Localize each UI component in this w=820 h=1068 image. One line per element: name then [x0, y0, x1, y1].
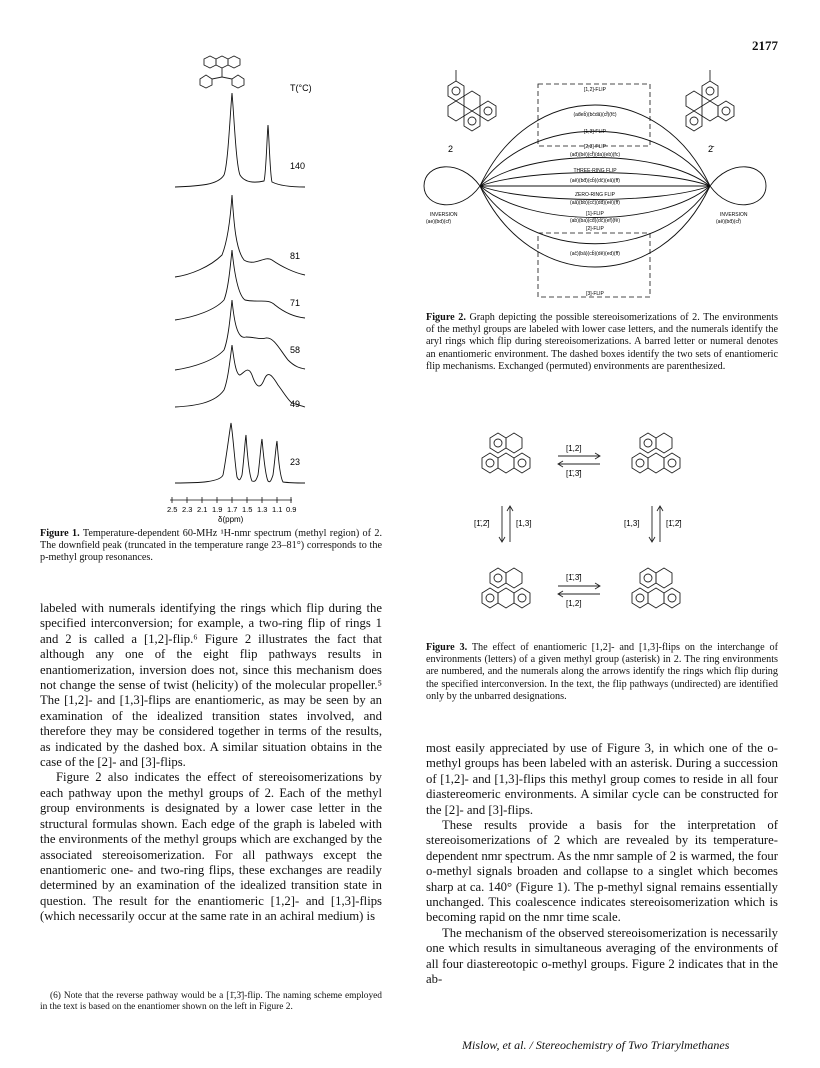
molecule-top-right [632, 433, 680, 473]
inversion-right-env: (aē)(bd̄)(cf̄) [716, 219, 742, 225]
page-number: 2177 [752, 38, 778, 53]
figure-3-caption-label: Figure 3. [426, 642, 468, 653]
footnote [40, 991, 382, 1013]
figure-1-structure [200, 56, 244, 88]
arrow-label-left-a: [1̄,2̄] [474, 519, 490, 528]
inversion-right-label: INVERSION [720, 212, 748, 218]
arrow-label-bottom-back: [1,2] [566, 599, 582, 608]
left-column [40, 601, 382, 925]
left-paragraph-2: Figure 2 also indicates the effect of stereoisomerizations by each pathway upon the methyl groups of 2. Each of the methyl group environments is designated by a lower case letter in the structural formulas shown. Each edge of the graph is labeled with the environments of the methyl groups which are exchanged by the associated stereoisomerization. For all pathways except the enantiomeric one- and two-ring flips, these exchanges are readily determined by an examination of the idealized transition state in question. The result for the enantiomeric [1,2]- and [1,3]-flips (which necessarily occur at the same rate in an achiral medium) is [40, 770, 382, 924]
tick-label: 1.9 [212, 505, 223, 514]
tick-label: 1.3 [257, 505, 268, 514]
spectrum-71 [175, 250, 305, 320]
figure-2-caption-label: Figure 2. [426, 312, 466, 323]
tick-label: 1.1 [272, 505, 283, 514]
edge-label: [1,3]-FLIP [584, 129, 606, 135]
temp-58: 58 [290, 345, 301, 355]
axis-unit: δ(ppm) [218, 515, 244, 524]
edge-label: [3]-FLIP [586, 291, 604, 297]
molecule-top-left [482, 433, 530, 473]
tick-label: 2.5 [167, 505, 178, 514]
molecule-bottom-left [482, 568, 530, 608]
tick-label: 0.9 [286, 505, 297, 514]
edge-env: (ab̄)(ba)(cd̄)(dc̄)(ef̄)(fē) [569, 218, 621, 224]
inversion-left-env: (ae)(bd)(cf) [426, 219, 452, 225]
inversion-left-label: INVERSION [430, 212, 458, 218]
arrow-label-right-b: [1̄,2̄] [666, 519, 682, 528]
molecule-right [686, 70, 734, 131]
edge-env: (ad̄)(bē)(cf̄)(da)(eb)(fc) [569, 152, 621, 158]
tick-label: 1.7 [227, 505, 238, 514]
figure-2-graph [420, 58, 770, 308]
edge-env: (aē)(bd̄)(cb̄)(dc̄)(eā)(ff) [570, 178, 620, 184]
compound-left-label: 2 [448, 144, 454, 154]
arrow-label-left-b: [1,3] [516, 519, 532, 528]
molecule-left [448, 70, 496, 131]
temp-23: 23 [290, 457, 301, 467]
edge-label: [2]-FLIP [586, 226, 604, 232]
left-paragraph-1: labeled with numerals identifying the rings which flip during the specified interconversion; for example, a two-ring flip of rings 1 and 2 is called a [1,2]-flip.⁶ Figure 2 illustrates the fact that although any one of the eight flip pathways results in enantiomerization, inversion does not, since this mechanism does not change the sense of twist (helicity) of the molecular propeller.⁵ The [1,2]- and [1,3]-flips are enantiomeric, as may be seen by an examination of the idealized transition states involved, and therefore they may be considered together in terms of the results, as indicated by the dashed box. A similar situation obtains in the case of the [2]- and [3]-flips. [40, 601, 382, 770]
footnote-text: (6) Note that the reverse pathway would be a [1̄,3̄]-flip. The naming scheme employed in the text is based on the enantiomer shown on the left in Figure 2. [40, 991, 382, 1012]
edge-label: [1,2]-FLIP [584, 87, 606, 93]
arrow-label-bottom: [1̄,3̄] [566, 573, 582, 582]
spectrum-81 [175, 195, 305, 277]
temp-81: 81 [290, 251, 301, 261]
right-paragraph-1: most easily appreciated by use of Figure 3, in which one of the o-methyl groups has been labeled with an asterisk. During a succession of [1,2]- and [1,3]-flips this methyl group comes to reside in all four diastereomeric environments. A similar cycle can be constructed for the [2]- and [3]-flips. [426, 741, 778, 817]
inversion-loop-right [710, 167, 766, 205]
figure-3-caption-text: The effect of enantiomeric [1,2]- and [1,3]-flips on the interchange of environments (letters) of a given methyl group (asterisk) in 2. The ring environments are numbered, and the numerals along the arrows identify the rings which flip during the specified interconversion. In the text, the flip pathways (undirected) are identified only by the unbarred designations. [426, 642, 778, 702]
right-column [426, 741, 778, 988]
edge-env: (ad̄eb̄)(bc̄dā)(cf̄)(fc̄) [573, 112, 617, 118]
figure-3-caption [426, 642, 778, 703]
temp-71: 71 [290, 298, 301, 308]
compound-right-label: 2̄ [708, 144, 714, 154]
edge-env: (aā)(bb̄)(cc̄)(dd̄)(eē)(ff̄) [570, 200, 620, 206]
edge-label: [1]-FLIP [586, 211, 604, 217]
dashed-box-lower [538, 233, 650, 297]
spectrum-49 [175, 345, 305, 407]
arrow-label-top: [1,2] [566, 444, 582, 453]
temp-49: 49 [290, 399, 301, 409]
arrow-label-top-back: [1̄,3̄] [566, 469, 582, 478]
figure-1-spectra [160, 55, 330, 525]
edge-label: THREE-RING FLIP [573, 168, 617, 174]
running-footer: Mislow, et al. / Stereochemistry of Two Triarylmethanes [462, 1038, 730, 1052]
temp-140: 140 [290, 161, 306, 171]
molecule-bottom-right [632, 568, 680, 608]
figure-2-caption-text: Graph depicting the possible stereoisomerizations of 2. The environments of the methyl groups are labeled with lower case letters, and the numerals identify the aryl rings which flip during stereoisomerizations. A barred letter or numeral denotes an enantiomeric environment. The dashed boxes identify the two sets of enantiomeric flip mechanisms. Exchanged (permuted) environments are parenthesized. [426, 312, 779, 372]
inversion-loop-left [424, 167, 480, 205]
figure-1-caption-label: Figure 1. [40, 528, 80, 539]
spectrum-140 [175, 93, 305, 187]
figure-1-caption-text: Temperature-dependent 60-MHz ¹H-nmr spectrum (methyl region) of 2. The downfield peak (truncated in the temperature range 23–81°) corresponds to the p-methyl group resonances. [40, 528, 382, 564]
arrow-label-right-a: [1,3] [624, 519, 640, 528]
tick-label: 1.5 [242, 505, 253, 514]
edge-label: [2,3]-FLIP [584, 144, 606, 150]
right-paragraph-2: These results provide a basis for the interpretation of stereoisomerizations of 2 which are revealed by its temperature-dependent nmr spectrum. As the nmr sample of 2 is warmed, the four o-methyl signals broaden and collapse to a singlet which becomes sharp at ca. 140° (Figure 1). The p-methyl signal remains essentially unchanged. This coalescence indicates stereoisomerization which is becoming rapid on the nmr time scale. [426, 818, 778, 925]
right-paragraph-3: The mechanism of the observed stereoisomerization is necessarily one which results in simultaneous averaging of the environments of all four diastereotopic o-methyl groups. Figure 2 indicates that in the ab- [426, 925, 778, 987]
tick-label: 2.3 [182, 505, 193, 514]
figure-2-caption [426, 312, 778, 373]
edge-label: ZERO-RING FLIP [574, 192, 616, 198]
figure-3-diagram [470, 418, 730, 640]
figure-1-caption [40, 528, 382, 565]
tick-label: 2.1 [197, 505, 208, 514]
spectrum-58 [175, 300, 305, 370]
edge-env: (ac̄)(bā)(cb̄)(dē)(ed)(ff) [570, 251, 620, 257]
temp-header: T(°C) [290, 83, 312, 93]
spectrum-23 [175, 423, 305, 483]
